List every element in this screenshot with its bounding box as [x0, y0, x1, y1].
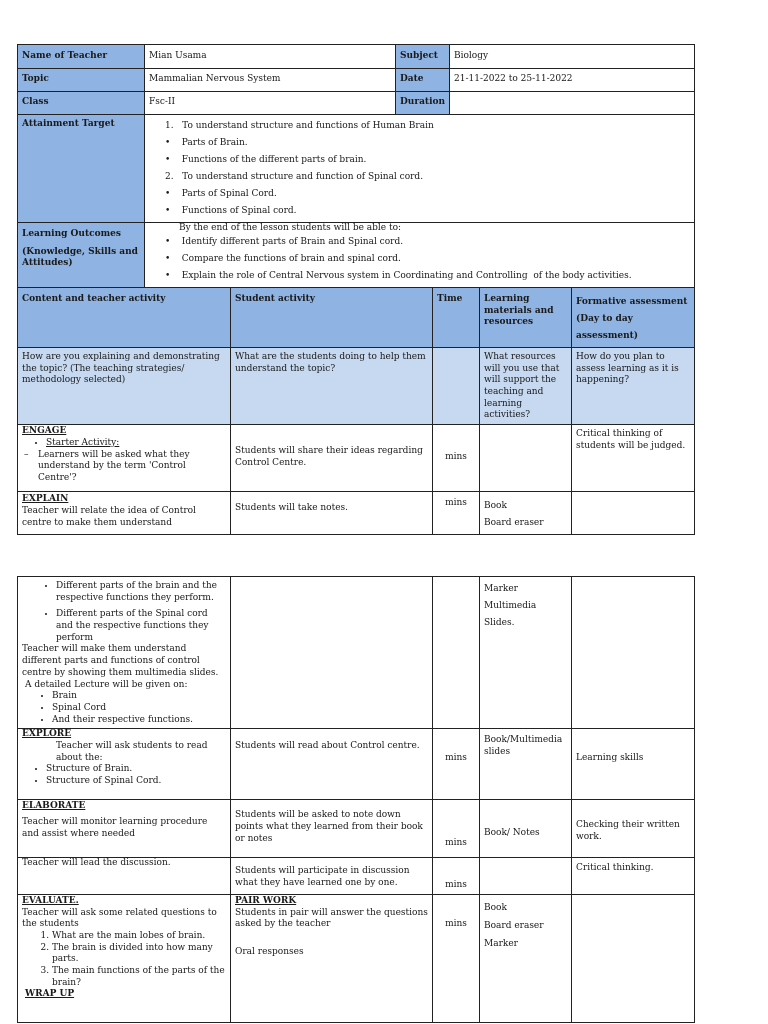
- evaluate-heading: EVALUATE.: [22, 895, 79, 906]
- explain-text: Teacher will relate the idea of Control centre to make them understand: [22, 505, 196, 528]
- class-value: Fsc-II: [145, 92, 396, 115]
- col-student-header: Student activity: [231, 288, 433, 348]
- explore-cell: [18, 729, 231, 800]
- empty-time: [433, 577, 480, 729]
- explore-text: Teacher will ask students to read about the:: [56, 740, 208, 763]
- engage-heading: ENGAGE: [22, 426, 67, 437]
- explain-bullet: • Different parts of the Spinal cord and the respective functions they perform: [56, 609, 226, 644]
- elaborate-cell: [18, 800, 231, 858]
- discussion-text: Teacher will lead the discussion.: [18, 858, 231, 895]
- material-item: Board eraser: [484, 518, 544, 529]
- evaluate-student-cell: [231, 894, 433, 1022]
- outcomes-label: Learning Outcomes: [22, 229, 121, 239]
- lecture-item: • Spinal Cord: [52, 703, 226, 715]
- lesson-header-table: [17, 44, 695, 290]
- engage-assessment: Critical thinking of students will be judged.: [572, 425, 695, 492]
- discussion-time: mins: [433, 858, 480, 895]
- explore-item: • Structure of Brain.: [46, 764, 226, 776]
- empty-assessment: [572, 577, 695, 729]
- evaluate-question: 3. The main functions of the parts of the brain?: [52, 966, 226, 989]
- question-assessment: How do you plan to assess learning as it is happening?: [572, 348, 695, 425]
- attainment-item: 2. To understand structure and function of Spinal cord.: [165, 172, 424, 182]
- col-assessment-header: Formative assessment (Day to day assessment): [572, 288, 695, 348]
- explain-student: Students will take notes.: [231, 492, 433, 535]
- outcomes-list: [145, 223, 695, 290]
- lecture-item: • And their respective functions.: [52, 715, 226, 727]
- evaluate-question: 1. What are the main lobes of brain.: [52, 931, 226, 943]
- outcomes-intro: By the end of the lesson students will be able to:: [179, 223, 402, 233]
- explore-student: Students will read about Control centre.: [231, 729, 433, 800]
- activities-table-page1: [17, 287, 695, 535]
- question-time: [433, 348, 480, 425]
- explain-continued-cell: [18, 577, 231, 729]
- material-item: Book: [484, 902, 507, 913]
- duration-label: Duration: [396, 92, 450, 115]
- pair-work-text: Students in pair will answer the questions asked by the teacher: [235, 907, 428, 930]
- starter-activity: • Starter Activity:: [46, 438, 226, 450]
- evaluate-assessment: [572, 894, 695, 1022]
- material-item: Book: [484, 501, 507, 512]
- class-label: Class: [18, 92, 145, 115]
- evaluate-time: mins: [433, 894, 480, 1022]
- explain-heading: EXPLAIN: [22, 494, 69, 505]
- explore-item: • Structure of Spinal Cord.: [46, 776, 226, 788]
- attainment-label: Attainment Target: [18, 115, 145, 223]
- lecture-item: • Brain: [52, 691, 226, 703]
- attainment-item: • Functions of the different parts of brain.: [165, 155, 367, 165]
- explore-assessment: Learning skills: [572, 729, 695, 800]
- attainment-item: • Parts of Brain.: [165, 138, 248, 148]
- question-content: How are you explaining and demonstrating the topic? (The teaching strategies/ methodology selected): [18, 348, 231, 425]
- explain-cell: [18, 492, 231, 535]
- elaborate-time: mins: [433, 800, 480, 858]
- explore-heading: EXPLORE: [22, 729, 72, 740]
- lecture-intro: A detailed Lecture will be given on:: [25, 679, 188, 690]
- col-time-header: Time: [433, 288, 480, 348]
- engage-student: Students will share their ideas regarding Control Centre.: [231, 425, 433, 492]
- wrap-up-heading: WRAP UP: [25, 989, 75, 1000]
- elaborate-text: Teacher will monitor learning procedure and assist where needed: [22, 816, 208, 839]
- engage-text: – Learners will be asked what they understand by the term 'Control Centre'?: [22, 450, 226, 485]
- elaborate-student: Students will be asked to note down points what they learned from their book or notes: [231, 800, 433, 858]
- elaborate-heading: ELABORATE: [22, 801, 86, 812]
- evaluate-question: 2. The brain is divided into how many parts.: [52, 943, 226, 966]
- evaluate-materials: [480, 894, 572, 1022]
- duration-value: [450, 92, 695, 115]
- explore-time: mins: [433, 729, 480, 800]
- engage-cell: [18, 425, 231, 492]
- evaluate-text: Teacher will ask some related questions to the students: [22, 907, 217, 930]
- outcome-item: • Identify different parts of Brain and Spinal cord.: [165, 237, 404, 247]
- teacher-name-value: Mian Usama: [145, 45, 396, 69]
- material-item: Marker: [484, 584, 518, 594]
- engage-materials: [480, 425, 572, 492]
- evaluate-cell: [18, 894, 231, 1022]
- explain-paragraph: Teacher will make them understand different parts and functions of control centre by showing them multimedia slides.: [22, 644, 219, 678]
- outcome-item: • Compare the functions of brain and spinal cord.: [165, 254, 401, 264]
- question-materials: What resources will you use that will support the teaching and learning activities?: [480, 348, 572, 425]
- material-item: Marker: [484, 938, 518, 949]
- col-content-header: Content and teacher activity: [18, 288, 231, 348]
- explain-time: mins: [433, 492, 480, 535]
- subject-value: Biology: [450, 45, 695, 69]
- discussion-assessment: Critical thinking.: [572, 858, 695, 895]
- col-materials-header: Learning materials and resources: [480, 288, 572, 348]
- teacher-name-label: Name of Teacher: [18, 45, 145, 69]
- p2-materials: [480, 577, 572, 729]
- material-item: Board eraser: [484, 920, 544, 931]
- topic-label: Topic: [18, 69, 145, 92]
- explain-assessment: [572, 492, 695, 535]
- explain-bullet: • Different parts of the brain and the respective functions they perform.: [56, 581, 226, 604]
- elaborate-assessment: Checking their written work.: [572, 800, 695, 858]
- pair-work-heading: PAIR WORK: [235, 895, 297, 906]
- attainment-item: • Parts of Spinal Cord.: [165, 189, 277, 199]
- elaborate-materials: Book/ Notes: [480, 800, 572, 858]
- material-item: Multimedia Slides.: [484, 601, 537, 628]
- engage-time: mins: [433, 425, 480, 492]
- date-value: 21-11-2022 to 25-11-2022: [450, 69, 695, 92]
- outcome-item: • Explain the role of Central Nervous system in Coordinating and Controlling of the body activities.: [165, 271, 632, 281]
- attainment-item: • Functions of Spinal cord.: [165, 206, 297, 216]
- topic-value: Mammalian Nervous System: [145, 69, 396, 92]
- activities-table-page2: [17, 576, 695, 1023]
- explain-materials: [480, 492, 572, 535]
- subject-label: Subject: [396, 45, 450, 69]
- attainment-list: [145, 115, 695, 223]
- empty-student: [231, 577, 433, 729]
- date-label: Date: [396, 69, 450, 92]
- explore-materials: Book/Multimedia slides: [480, 729, 572, 800]
- outcomes-sublabel: (Knowledge, Skills and Attitudes): [22, 246, 138, 269]
- discussion-student: Students will participate in discussion what they have learned one by one.: [231, 858, 433, 895]
- attainment-item: 1. To understand structure and functions of Human Brain: [165, 121, 434, 131]
- oral-responses: Oral responses: [235, 947, 304, 957]
- discussion-materials: [480, 858, 572, 895]
- outcomes-label-cell: [18, 223, 145, 290]
- question-student: What are the students doing to help them understand the topic?: [231, 348, 433, 425]
